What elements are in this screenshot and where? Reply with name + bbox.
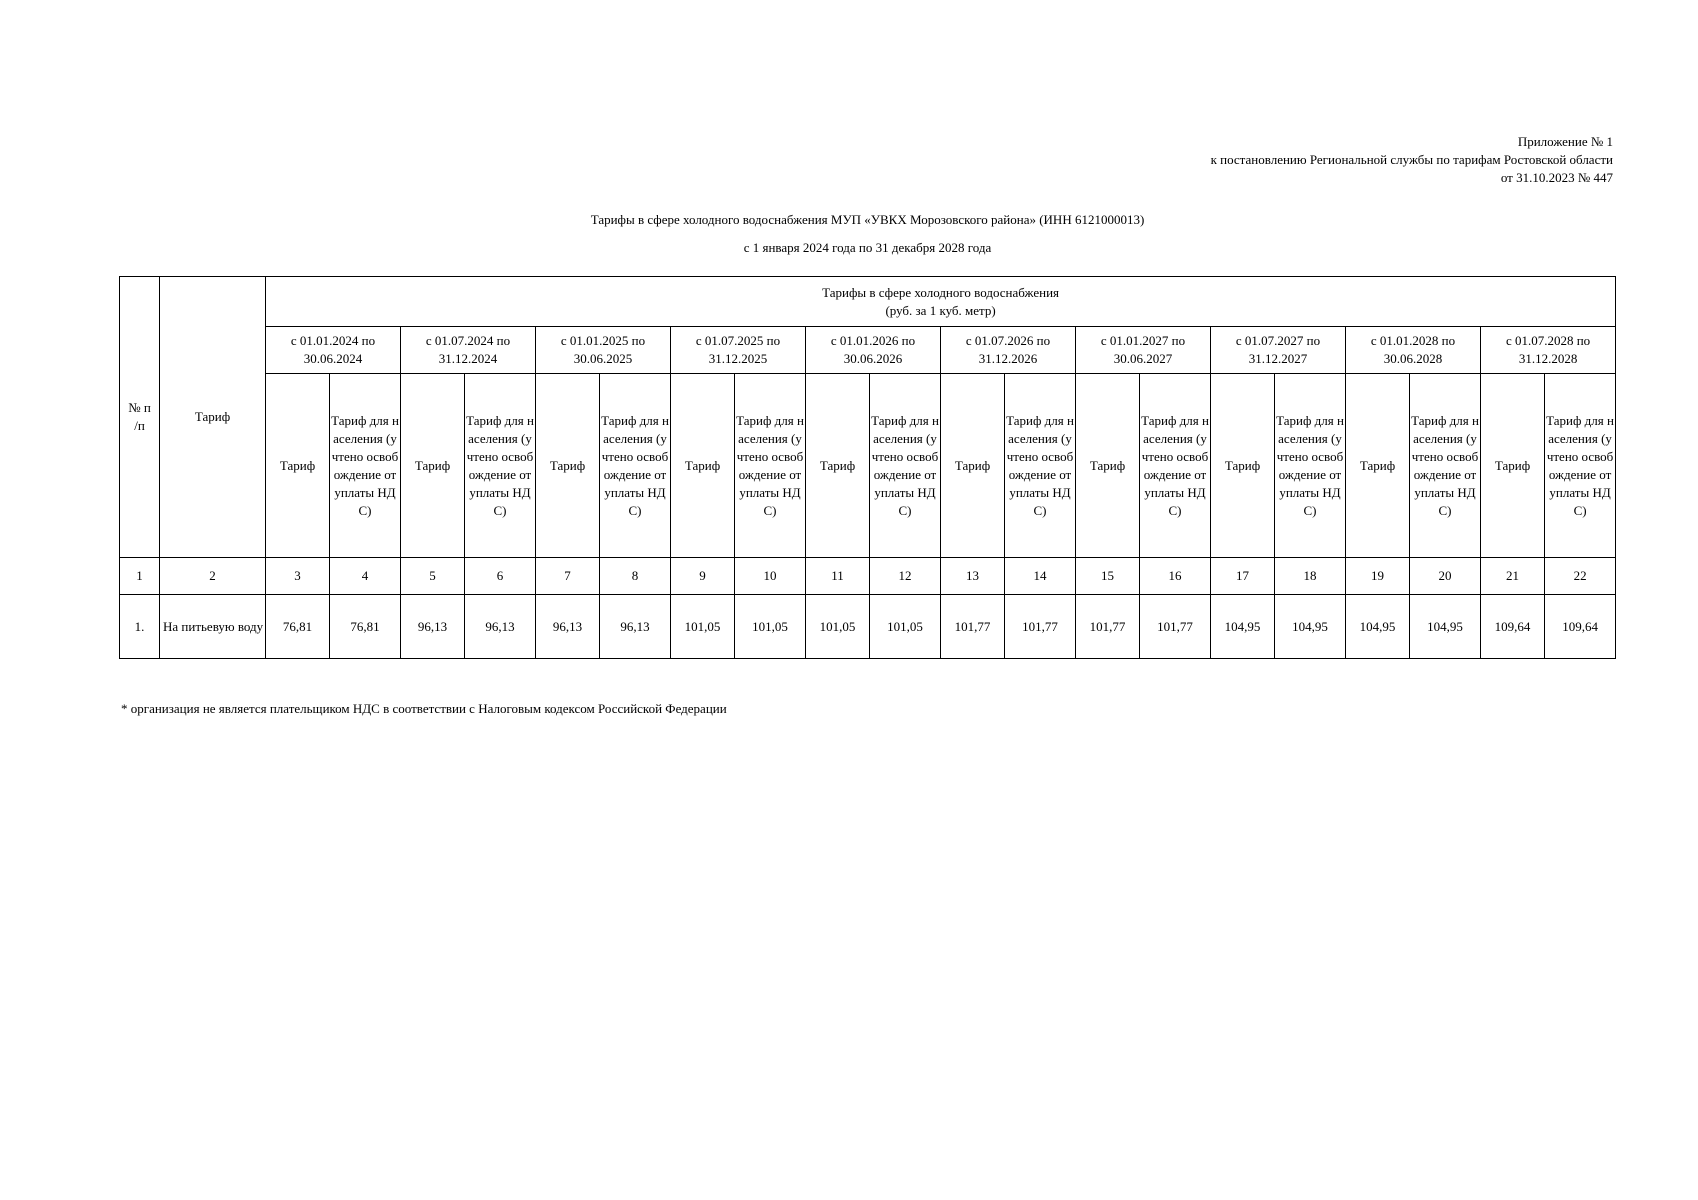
- tariff-value: 104,95: [1410, 595, 1481, 659]
- subheader-tariff: Тариф: [1076, 374, 1140, 558]
- tariff-value: 109,64: [1481, 595, 1545, 659]
- column-number: 7: [536, 558, 600, 595]
- document-subtitle: с 1 января 2024 года по 31 декабря 2028 года: [743, 240, 992, 255]
- subheader-population-label: Тариф для населения (учтено освобождение от уплаты НДС): [1411, 412, 1479, 518]
- subheader-population: [1275, 374, 1346, 558]
- column-number: 3: [266, 558, 330, 595]
- column-number: 17: [1211, 558, 1275, 595]
- tariff-value: 101,77: [1076, 595, 1140, 659]
- subheader-population-label: Тариф для населения (учтено освобождение от уплаты НДС): [1546, 412, 1614, 518]
- header-main-line-1: Тарифы в сфере холодного водоснабжения: [822, 284, 1060, 300]
- subheader-tariff: Тариф: [806, 374, 870, 558]
- subheader-population-label: Тариф для населения (учтено освобождение от уплаты НДС): [331, 412, 399, 518]
- subheader-tariff: Тариф: [401, 374, 465, 558]
- subheader-tariff: Тариф: [536, 374, 600, 558]
- header-row-main: [120, 277, 1616, 327]
- header-row-periods: [120, 327, 1616, 374]
- subheader-population-label: Тариф для населения (учтено освобождение от уплаты НДС): [466, 412, 534, 518]
- column-number: 15: [1076, 558, 1140, 595]
- tariff-value: 101,77: [1140, 595, 1211, 659]
- period-header: с 01.07.2028 по 31.12.2028: [1481, 327, 1616, 374]
- header-main: [266, 277, 1616, 327]
- tariff-value: 101,05: [870, 595, 941, 659]
- column-number: 1: [120, 558, 160, 595]
- column-number: 2: [160, 558, 266, 595]
- period-header: с 01.07.2024 по 31.12.2024: [401, 327, 536, 374]
- tariff-value: 101,77: [941, 595, 1005, 659]
- subheader-population: [1410, 374, 1481, 558]
- period-header: с 01.01.2027 по 30.06.2027: [1076, 327, 1211, 374]
- column-number: 10: [735, 558, 806, 595]
- subheader-population: [600, 374, 671, 558]
- subheader-population-label: Тариф для населения (учтено освобождение от уплаты НДС): [1006, 412, 1074, 518]
- subheader-tariff: Тариф: [1346, 374, 1410, 558]
- row-no: 1.: [120, 595, 160, 659]
- footnote: * организация не является плательщиком НДС в соответствии с Налоговым кодексом Российской Федерации: [121, 701, 727, 716]
- header-no: № п /п: [120, 277, 160, 558]
- appendix-line-2: к постановлению Региональной службы по тарифам Ростовской области: [1210, 152, 1613, 167]
- tariff-value: 101,05: [735, 595, 806, 659]
- header-tariff: Тариф: [160, 277, 266, 558]
- period-header: с 01.01.2024 по 30.06.2024: [266, 327, 401, 374]
- period-header: с 01.01.2028 по 30.06.2028: [1346, 327, 1481, 374]
- column-number: 12: [870, 558, 941, 595]
- tariff-value: 104,95: [1275, 595, 1346, 659]
- appendix-line-3: от 31.10.2023 № 447: [1500, 170, 1613, 185]
- tariff-value: 109,64: [1545, 595, 1616, 659]
- tariff-value: 76,81: [330, 595, 401, 659]
- column-number: 13: [941, 558, 1005, 595]
- subheader-tariff: Тариф: [266, 374, 330, 558]
- column-number: 11: [806, 558, 870, 595]
- period-header: с 01.01.2026 по 30.06.2026: [806, 327, 941, 374]
- column-number: 21: [1481, 558, 1545, 595]
- period-header: с 01.07.2027 по 31.12.2027: [1211, 327, 1346, 374]
- subheader-tariff: Тариф: [1211, 374, 1275, 558]
- tariff-table: [119, 276, 1616, 659]
- tariff-value: 96,13: [536, 595, 600, 659]
- column-number: 9: [671, 558, 735, 595]
- tariff-value: 101,05: [671, 595, 735, 659]
- tariff-value: 101,05: [806, 595, 870, 659]
- period-header: с 01.01.2025 по 30.06.2025: [536, 327, 671, 374]
- subheader-population-label: Тариф для населения (учтено освобождение от уплаты НДС): [736, 412, 804, 518]
- column-number: 16: [1140, 558, 1211, 595]
- column-number-row: [120, 558, 1616, 595]
- header-row-sub: [120, 374, 1616, 558]
- column-number: 4: [330, 558, 401, 595]
- appendix-line-1: Приложение № 1: [1517, 134, 1613, 149]
- subheader-population: [735, 374, 806, 558]
- tariff-value: 104,95: [1211, 595, 1275, 659]
- subheader-population-label: Тариф для населения (учтено освобождение от уплаты НДС): [601, 412, 669, 518]
- subheader-population-label: Тариф для населения (учтено освобождение от уплаты НДС): [871, 412, 939, 518]
- column-number: 20: [1410, 558, 1481, 595]
- column-number: 14: [1005, 558, 1076, 595]
- subheader-population-label: Тариф для населения (учтено освобождение от уплаты НДС): [1276, 412, 1344, 518]
- tariff-value: 104,95: [1346, 595, 1410, 659]
- subheader-population: [870, 374, 941, 558]
- subheader-population: [1545, 374, 1616, 558]
- row-name: На питьевую воду: [160, 595, 266, 659]
- column-number: 22: [1545, 558, 1616, 595]
- tariff-value: 96,13: [401, 595, 465, 659]
- subheader-population: [1005, 374, 1076, 558]
- tariff-value: 101,77: [1005, 595, 1076, 659]
- subheader-tariff: Тариф: [671, 374, 735, 558]
- column-number: 8: [600, 558, 671, 595]
- column-number: 6: [465, 558, 536, 595]
- subheader-tariff: Тариф: [1481, 374, 1545, 558]
- subheader-population: [465, 374, 536, 558]
- subheader-tariff: Тариф: [941, 374, 1005, 558]
- table-row: [120, 595, 1616, 659]
- header-main-line-2: (руб. за 1 куб. метр): [885, 302, 996, 318]
- subheader-population: [1140, 374, 1211, 558]
- subheader-population-label: Тариф для населения (учтено освобождение от уплаты НДС): [1141, 412, 1209, 518]
- tariff-value: 96,13: [600, 595, 671, 659]
- tariff-value: 76,81: [266, 595, 330, 659]
- appendix-block: [1211, 133, 1613, 187]
- column-number: 5: [401, 558, 465, 595]
- period-header: с 01.07.2026 по 31.12.2026: [941, 327, 1076, 374]
- subheader-population: [330, 374, 401, 558]
- column-number: 18: [1275, 558, 1346, 595]
- tariff-value: 96,13: [465, 595, 536, 659]
- column-number: 19: [1346, 558, 1410, 595]
- document-title: Тарифы в сфере холодного водоснабжения МУП «УВКХ Морозовского района» (ИНН 6121000013): [590, 212, 1145, 227]
- period-header: с 01.07.2025 по 31.12.2025: [671, 327, 806, 374]
